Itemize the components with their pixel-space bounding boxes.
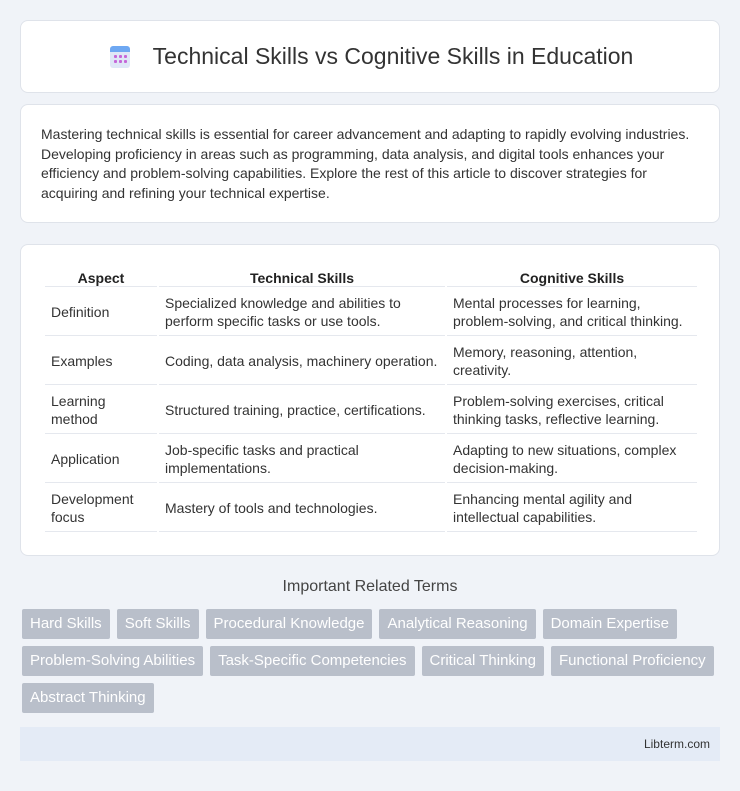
intro-card <box>20 104 720 223</box>
table-cell: Mastery of tools and technologies. <box>159 485 445 532</box>
related-terms-section <box>20 578 720 596</box>
tag-task-specific-competencies[interactable]: Task-Specific Competencies <box>210 646 414 676</box>
table-cell: Learning method <box>45 387 157 434</box>
table-cell: Structured training, practice, certifications. <box>159 387 445 434</box>
table-row <box>45 289 697 336</box>
table-cell: Development focus <box>45 485 157 532</box>
tag-hard-skills[interactable]: Hard Skills <box>22 609 110 639</box>
tag-domain-expertise[interactable]: Domain Expertise <box>543 609 677 639</box>
column-header: Cognitive Skills <box>447 265 697 287</box>
table-cell: Job-specific tasks and practical implementations. <box>159 436 445 483</box>
footer-site-link[interactable]: Libterm.com <box>643 737 710 751</box>
tag-abstract-thinking[interactable]: Abstract Thinking <box>22 683 154 713</box>
tag-functional-proficiency[interactable]: Functional Proficiency <box>551 646 714 676</box>
related-terms-tags <box>22 609 722 720</box>
table-header-row <box>45 265 697 287</box>
table-cell: Mental processes for learning, problem-solving, and critical thinking. <box>447 289 697 336</box>
tag-critical-thinking[interactable]: Critical Thinking <box>422 646 544 676</box>
table-row <box>45 485 697 532</box>
comparison-table-card <box>20 244 720 556</box>
table-cell: Coding, data analysis, machinery operation. <box>159 338 445 385</box>
table-cell: Problem-solving exercises, critical thinking tasks, reflective learning. <box>447 387 697 434</box>
table-cell: Memory, reasoning, attention, creativity. <box>447 338 697 385</box>
tag-procedural-knowledge[interactable]: Procedural Knowledge <box>206 609 373 639</box>
related-terms-title: Important Related Terms <box>282 578 458 595</box>
table-cell: Application <box>45 436 157 483</box>
table-row <box>45 387 697 434</box>
column-header: Aspect <box>45 265 157 287</box>
table-row <box>45 436 697 483</box>
column-header: Technical Skills <box>159 265 445 287</box>
table-cell: Definition <box>45 289 157 336</box>
intro-text: Mastering technical skills is essential for career advancement and adapting to rapidly evolving industries. Developing proficiency in areas such as programming, data analysis, and digital tools enhances your efficiency and problem-solving capabilities. Explore the rest of this article to discover strategies for acquiring and refining your technical expertise. <box>41 126 690 201</box>
table-cell: Examples <box>45 338 157 385</box>
table-cell: Specialized knowledge and abilities to perform specific tasks or use tools. <box>159 289 445 336</box>
tag-problem-solving-abilities[interactable]: Problem-Solving Abilities <box>22 646 203 676</box>
tag-soft-skills[interactable]: Soft Skills <box>117 609 199 639</box>
table-cell: Enhancing mental agility and intellectual capabilities. <box>447 485 697 532</box>
title-card <box>20 20 720 93</box>
calendar-grid-icon <box>107 44 133 70</box>
tag-analytical-reasoning[interactable]: Analytical Reasoning <box>379 609 535 639</box>
page-title: Technical Skills vs Cognitive Skills in Education <box>152 43 634 69</box>
table-cell: Adapting to new situations, complex decision-making. <box>447 436 697 483</box>
comparison-table <box>43 263 699 534</box>
footer <box>20 727 720 761</box>
table-row <box>45 338 697 385</box>
